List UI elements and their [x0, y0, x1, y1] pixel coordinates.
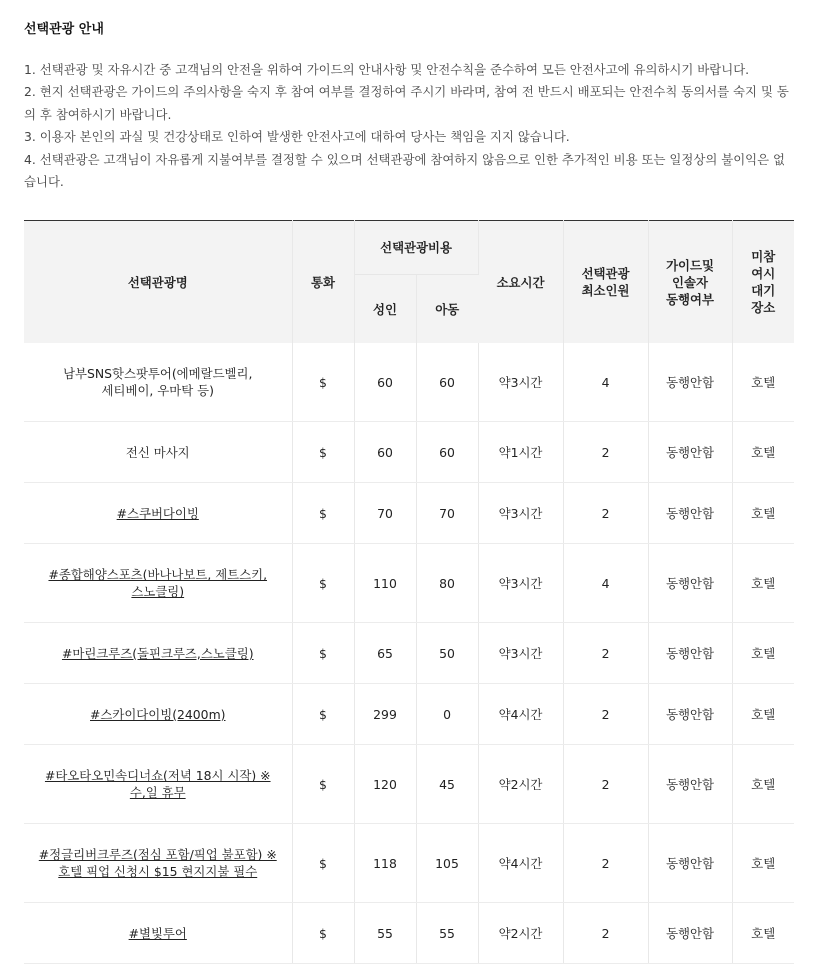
cell-min-people: 2	[563, 623, 648, 684]
tour-name-line: 호텔 픽업 신청시 $15 현지지불 필수	[58, 864, 258, 880]
tour-name-link[interactable]	[25, 566, 291, 600]
header-guide-line: 동행여부	[666, 291, 714, 307]
cell-guide: 동행안함	[648, 623, 732, 684]
cell-adult-price: 118	[354, 824, 416, 903]
tour-name-line: 수,일 휴무	[129, 785, 186, 801]
notice-item: 3. 이용자 본인의 과실 및 건강상태로 인하여 발생한 안전사고에 대하여 당사는 책임을 지지 않습니다.	[24, 129, 570, 145]
cell-child-price: 105	[416, 824, 478, 903]
cell-guide: 동행안함	[648, 483, 732, 544]
header-duration: 소요시간	[478, 221, 563, 343]
cell-child-price: 50	[416, 623, 478, 684]
cell-tour-name	[24, 623, 292, 684]
cell-currency: $	[292, 903, 354, 964]
tour-name-line: #타오타오민속디너쇼(저녁 18시 시작) ※	[44, 768, 271, 784]
tour-name-line: #스쿠버다이빙	[116, 505, 199, 521]
cell-tour-name	[24, 483, 292, 544]
notice-item: 4. 선택관광은 고객님이 자유롭게 지불여부를 결정할 수 있으며 선택관광에 참여하지 않음으로 인한 추가적인 비용 또는 일정상의 불이익은 없습니다.	[24, 151, 786, 190]
cell-wait-place: 호텔	[732, 422, 794, 483]
cell-currency: $	[292, 684, 354, 745]
cell-guide: 동행안함	[648, 544, 732, 623]
cell-min-people: 4	[563, 343, 648, 422]
cell-child-price: 60	[416, 422, 478, 483]
cell-adult-price: 65	[354, 623, 416, 684]
tour-name-link[interactable]	[25, 767, 291, 801]
tour-name	[25, 444, 291, 461]
header-wait-place	[732, 221, 794, 343]
cell-min-people: 2	[563, 824, 648, 903]
cell-adult-price: 55	[354, 903, 416, 964]
cell-min-people: 2	[563, 422, 648, 483]
cell-wait-place: 호텔	[732, 623, 794, 684]
table-row	[24, 824, 794, 903]
cell-adult-price: 60	[354, 343, 416, 422]
cell-guide: 동행안함	[648, 745, 732, 824]
table-row	[24, 422, 794, 483]
tour-name-line: 전신 마사지	[125, 444, 190, 460]
tour-name	[25, 365, 291, 399]
cell-wait-place: 호텔	[732, 824, 794, 903]
table-body	[24, 343, 794, 964]
cell-adult-price: 299	[354, 684, 416, 745]
tour-name-line: #마린크루즈(돌핀크루즈,스노클링)	[61, 645, 254, 661]
cell-duration: 약3시간	[478, 483, 563, 544]
header-wait-line: 대기	[751, 283, 776, 299]
table-row	[24, 483, 794, 544]
tour-name-line: #정글리버크루즈(점심 포함/픽업 불포함) ※	[38, 847, 277, 863]
cell-tour-name	[24, 824, 292, 903]
tour-name-line: 스노클링)	[131, 584, 185, 600]
cell-min-people: 4	[563, 544, 648, 623]
notice-item: 2. 현지 선택관광은 가이드의 주의사항을 숙지 후 참여 여부를 결정하여 주시기 바라며, 참여 전 반드시 배포되는 안전수칙 동의서를 숙지 및 동의 후 참여하시기 바랍니다.	[24, 84, 789, 122]
table-row	[24, 903, 794, 964]
notice-list	[24, 59, 796, 193]
header-wait-line: 여시	[751, 266, 776, 282]
cell-duration: 약4시간	[478, 684, 563, 745]
cell-duration: 약3시간	[478, 343, 563, 422]
cell-duration: 약1시간	[478, 422, 563, 483]
cell-child-price: 80	[416, 544, 478, 623]
tour-name-line: #종합해양스포츠(바나나보트, 제트스키,	[48, 567, 268, 583]
tour-name-link[interactable]	[25, 706, 291, 723]
cell-child-price: 70	[416, 483, 478, 544]
header-min-people-line: 최소인원	[581, 283, 630, 299]
cell-adult-price: 60	[354, 422, 416, 483]
cell-wait-place: 호텔	[732, 544, 794, 623]
cell-currency: $	[292, 544, 354, 623]
header-guide-line: 인솔자	[672, 274, 708, 290]
cell-duration: 약4시간	[478, 824, 563, 903]
cell-wait-place: 호텔	[732, 903, 794, 964]
cell-tour-name	[24, 745, 292, 824]
cell-duration: 약3시간	[478, 544, 563, 623]
header-guide	[648, 221, 732, 343]
cell-min-people: 2	[563, 483, 648, 544]
tour-name-line: 남부SNS핫스팟투어(에메랄드벨리,	[63, 366, 253, 382]
cell-guide: 동행안함	[648, 684, 732, 745]
cell-tour-name	[24, 903, 292, 964]
tour-name-line: 세티베이, 우마탁 등)	[101, 383, 214, 399]
cell-wait-place: 호텔	[732, 745, 794, 824]
cell-tour-name	[24, 422, 292, 483]
header-currency: 통화	[292, 221, 354, 343]
cell-adult-price: 110	[354, 544, 416, 623]
tour-name-link[interactable]	[25, 505, 291, 522]
cell-child-price: 45	[416, 745, 478, 824]
cell-guide: 동행안함	[648, 824, 732, 903]
tour-name-link[interactable]	[25, 645, 291, 662]
header-wait-line: 장소	[751, 300, 776, 316]
header-wait-line: 미참	[751, 249, 776, 265]
cell-child-price: 55	[416, 903, 478, 964]
cell-currency: $	[292, 745, 354, 824]
table-header	[24, 221, 794, 343]
table-row	[24, 684, 794, 745]
tour-name-link[interactable]	[25, 925, 291, 942]
cell-tour-name	[24, 544, 292, 623]
cell-duration: 약2시간	[478, 903, 563, 964]
cell-child-price: 0	[416, 684, 478, 745]
table-row	[24, 745, 794, 824]
cell-adult-price: 120	[354, 745, 416, 824]
header-adult: 성인	[354, 275, 416, 343]
cell-currency: $	[292, 824, 354, 903]
section-title: 선택관광 안내	[24, 22, 104, 37]
cell-duration: 약3시간	[478, 623, 563, 684]
header-name: 선택관광명	[24, 221, 292, 343]
cell-currency: $	[292, 343, 354, 422]
cell-adult-price: 70	[354, 483, 416, 544]
header-cost: 선택관광비용	[354, 221, 478, 275]
cell-min-people: 2	[563, 684, 648, 745]
cell-guide: 동행안함	[648, 343, 732, 422]
cell-wait-place: 호텔	[732, 343, 794, 422]
table-row	[24, 623, 794, 684]
header-min-people-line: 선택관광	[581, 266, 630, 282]
cell-currency: $	[292, 422, 354, 483]
cell-tour-name	[24, 343, 292, 422]
header-guide-line: 가이드및	[666, 257, 714, 273]
tour-name-line: #스카이다이빙(2400m)	[90, 706, 226, 722]
cell-currency: $	[292, 483, 354, 544]
tour-name-link[interactable]	[25, 846, 291, 880]
header-min-people	[563, 221, 648, 343]
cell-min-people: 2	[563, 745, 648, 824]
cell-duration: 약2시간	[478, 745, 563, 824]
cell-wait-place: 호텔	[732, 684, 794, 745]
optional-tour-table	[24, 220, 794, 964]
tour-name-line: #별빛투어	[128, 925, 187, 941]
notice-item: 1. 선택관광 및 자유시간 중 고객님의 안전을 위하여 가이드의 안내사항 및 안전수칙을 준수하여 모든 안전사고에 유의하시기 바랍니다.	[24, 62, 750, 77]
table-row	[24, 343, 794, 422]
table-row	[24, 544, 794, 623]
cell-min-people: 2	[563, 903, 648, 964]
cell-child-price: 60	[416, 343, 478, 422]
cell-guide: 동행안함	[648, 422, 732, 483]
header-child: 아동	[416, 275, 478, 343]
cell-currency: $	[292, 623, 354, 684]
cell-guide: 동행안함	[648, 903, 732, 964]
cell-wait-place: 호텔	[732, 483, 794, 544]
cell-tour-name	[24, 684, 292, 745]
